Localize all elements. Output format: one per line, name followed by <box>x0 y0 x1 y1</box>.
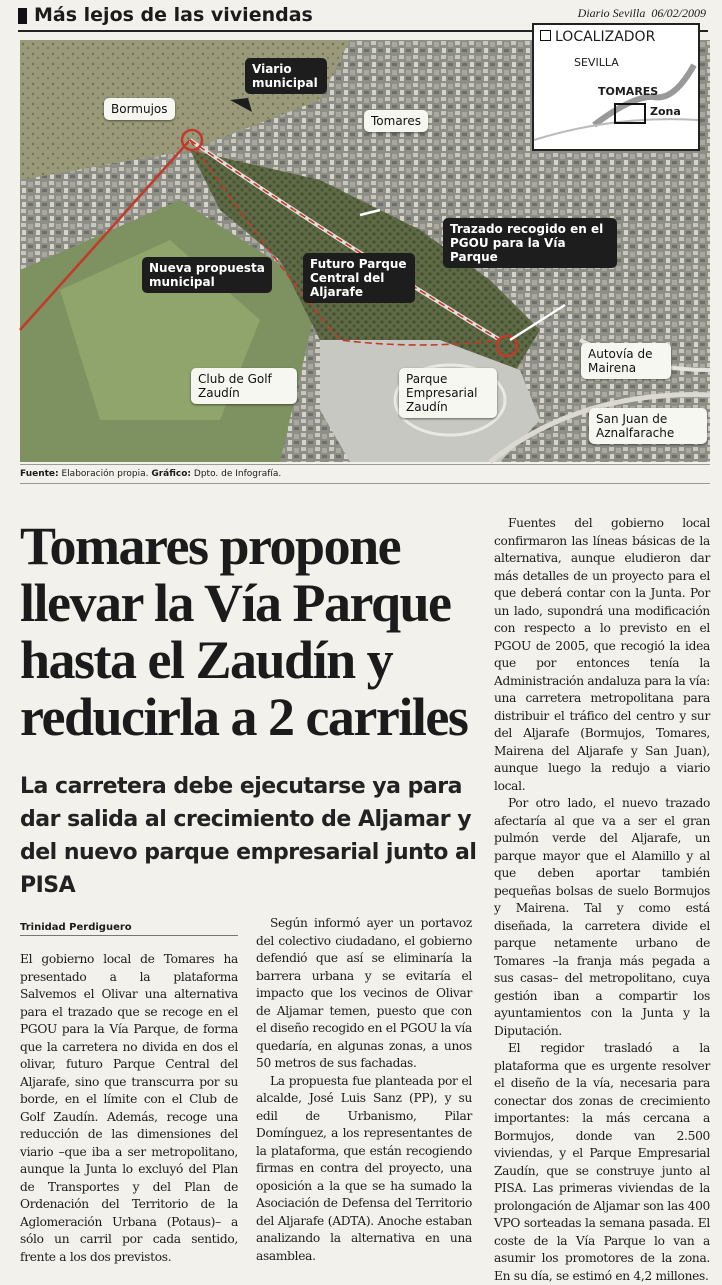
label-trazado-pgou: Trazado recogido en el PGOU para la Vía Parque <box>443 218 617 268</box>
article-column-3 <box>494 515 710 1285</box>
article-column-1 <box>20 951 238 1266</box>
label-nueva-propuesta: Nueva propuesta municipal <box>142 257 272 293</box>
article-subheadline: La carretera debe ejecutarse ya para dar salida al crecimiento de Aljamar y del nuevo parque empresarial junto al PISA <box>20 774 477 898</box>
locator-zone-box <box>614 103 646 124</box>
article-column-2 <box>256 915 472 1265</box>
map-source <box>20 464 710 484</box>
locator-city: SEVILLA <box>574 56 619 69</box>
article-paragraph: Según informó ayer un portavoz del colectivo ciudadano, el gobierno defendió que así se eliminaría la barrera urbana y se evitaría el impacto que los vecinos de Olivar de Aljamar temen, puesto que con el diseño recogido en el PGOU la vía quedaría, en algunas zonas, a unos 50 metros de sus fachadas. <box>256 916 472 1070</box>
label-viario-municipal: Viario municipal <box>245 58 327 94</box>
locator-zone-label: Zona <box>650 105 681 118</box>
article-paragraph: Por otro lado, el nuevo trazado afectaría al que va a ser el gran pulmón verde del Aljarafe, un parque mayor que el Alamillo y al que deben aportar también pequeñas bolsas de suelo Bormujos y Mairena. Tal y como está diseñada, la carretera divide el parque netamente urbano de Tomares –la franja más pegada a sus casas– del metropolitano, cuya gestión iban a compartir los ayuntamientos con la Junta y la Diputación. <box>494 796 710 1038</box>
newspaper-meta <box>578 6 706 21</box>
section-title: Más lejos de las viviendas <box>34 4 313 26</box>
source-grafico: Dpto. de Infografía. <box>193 469 282 479</box>
label-bormujos: Bormujos <box>104 98 175 120</box>
section-marker <box>18 8 27 24</box>
newspaper-name: Diario Sevilla <box>577 6 646 20</box>
source-grafico-label: Gráfico: <box>151 469 192 479</box>
label-tomares: Tomares <box>364 110 428 132</box>
source-fuente-label: Fuente: <box>20 469 59 479</box>
author-byline: Trinidad Perdiguero <box>20 922 238 936</box>
label-san-juan: San Juan de Aznalfarache <box>589 408 707 444</box>
article-headline: Tomares propone llevar la Vía Parque hasta el Zaudín y reducirla a 2 carriles <box>20 516 468 747</box>
label-club-golf: Club de Golf Zaudín <box>191 368 297 404</box>
article-paragraph: El regidor trasladó a la plataforma que es urgente resolver el diseño de la vía, necesaria para conectar dos zonas de crecimiento importantes: la más cercana a Bormujos, donde van 2.500 viviendas, y el Parque Empresarial Zaudín, que se construye junto al PISA. Las primeras viviendas de la prolongación de Aljamar son las 400 VPO sorteadas la semana pasada. El coste de la Vía Parque lo van a asumir los promotores de la zona. En su día, se estimó en 4,2 millones. <box>494 1041 710 1283</box>
label-autovia-mairena: Autovía de Mairena <box>581 343 671 379</box>
article-paragraph: Fuentes del gobierno local confirmaron las líneas básicas de la alternativa, aunque eludieron dar más detalles de un proyecto para el que deberá contar con la Junta. Por un lado, supondrá una modificación con respecto a lo previsto en el PGOU de 2005, que recogió la idea que por entonces tenía la Administración andaluza para la vía: una carretera metropolitana para distribuir el tráfico del centro y sur del Aljarafe (Bormujos, Tomares, Mairena del Aljarafe y San Juan), aunque luego la redujo a viario local. <box>494 516 710 793</box>
label-futuro-parque: Futuro Parque Central del Aljarafe <box>303 253 415 303</box>
article-paragraph: El gobierno local de Tomares ha presentado a la plataforma Salvemos el Olivar una alternativa para el trazado que se recoge en el PGOU para la Vía Parque, de forma que la carretera no divida en dos el olivar, futuro Parque Central del Aljarafe, sino que transcurra por su borde, en el límite con el Club de Golf Zaudín. Además, recoge una reducción de las dimensiones del viario –que iba a ser metropolitano, aunque la Junta lo excluyó del Plan de Transportes y del Plan de Ordenación del Territorio de la Aglomeración Urbana (Potaus)– a sólo un carril por cada sentido, frente a los dos previstos. <box>20 952 238 1264</box>
article-paragraph: La propuesta fue planteada por el alcalde, José Luis Sanz (PP), y su edil de Urbanismo, Pilar Domínguez, a los representantes de la plataforma, que están recogiendo firmas en contra del proyecto, una oposición a la que se ha sumado la Asociación de Defensa del Territorio del Aljarafe (ADTA). Anoche estaban analizando la alternativa en una asamblea. <box>256 1073 472 1263</box>
locator-inset <box>532 23 700 151</box>
source-fuente: Elaboración propia. <box>61 469 149 479</box>
label-parque-empresarial: Parque Empresarial Zaudín <box>399 368 497 418</box>
aerial-map <box>20 29 710 462</box>
locator-title-text: LOCALIZADOR <box>555 29 656 45</box>
publication-date: 06/02/2009 <box>651 6 706 20</box>
locator-town: TOMARES <box>598 85 659 98</box>
